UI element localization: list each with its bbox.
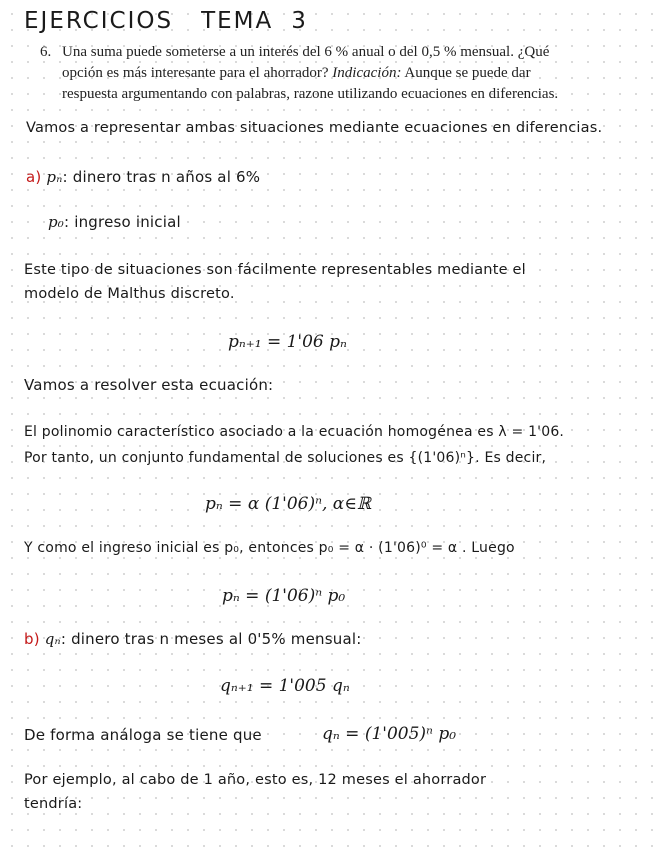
part-a-line [26, 168, 260, 186]
part-b-description: : dinero tras n meses al 0'5% mensual: [60, 630, 362, 648]
part-a-variable: pₙ [46, 168, 63, 186]
analog-text: De forma análoga se tiene que [24, 726, 262, 744]
page-title [24, 8, 308, 34]
problem-line-1: Una suma puede someterse a un interés del 6 % anual o del 0,5 % mensual. ¿Qué [62, 44, 550, 60]
part-b-line [24, 630, 361, 648]
p0-variable: p₀ [48, 213, 65, 231]
part-b-label: b) [24, 630, 40, 648]
title-word-ejercicios: EJERCICIOS [24, 8, 174, 34]
equation-malthus-b: qₙ₊₁ = 1'005 qₙ [220, 676, 350, 696]
example-line-2: tendría: [24, 796, 83, 812]
problem-hint-label: Indicación: [332, 65, 402, 81]
part-b-variable: qₙ [44, 630, 61, 648]
equation-general-solution: pₙ = α (1'06)ⁿ, α∈ℝ [205, 494, 371, 514]
problem-line-2a: opción es más interesante para el ahorrador? [62, 65, 333, 81]
p0-description: : ingreso inicial [64, 213, 181, 231]
malthus-line-1: Este tipo de situaciones son fácilmente representables mediante el [24, 262, 526, 278]
problem-statement [40, 42, 615, 105]
problem-line-2c: Aunque se puede dar [401, 65, 531, 81]
equation-solution-a: pₙ = (1'06)ⁿ p₀ [222, 586, 346, 606]
part-a-description: : dinero tras n años al 6% [62, 168, 261, 186]
equation-malthus-a: pₙ₊₁ = 1'06 pₙ [228, 332, 347, 352]
polynomial-line-2: Por tanto, un conjunto fundamental de soluciones es {(1'06)ⁿ}. Es decir, [24, 450, 547, 466]
title-word-tema: TEMA [201, 8, 274, 34]
example-line-1: Por ejemplo, al cabo de 1 año, esto es, 12 meses el ahorrador [24, 772, 487, 788]
p0-line [48, 213, 181, 231]
title-word-number: 3 [291, 8, 308, 34]
problem-number: 6. [40, 44, 52, 60]
polynomial-line-1: El polinomio característico asociado a la ecuación homogénea es λ = 1'06. [24, 424, 565, 440]
initial-condition-text: Y como el ingreso inicial es p₀, entonces p₀ = α · (1'06)⁰ = α . Luego [24, 540, 515, 556]
malthus-line-2: modelo de Malthus discreto. [24, 286, 235, 302]
intro-text: Vamos a representar ambas situaciones mediante ecuaciones en diferencias. [26, 120, 603, 136]
problem-line-3: respuesta argumentando con palabras, razone utilizando ecuaciones en diferencias. [62, 86, 559, 102]
solve-text: Vamos a resolver esta ecuación: [24, 376, 274, 394]
equation-solution-b: qₙ = (1'005)ⁿ p₀ [322, 724, 457, 744]
part-a-label: a) [26, 168, 42, 186]
